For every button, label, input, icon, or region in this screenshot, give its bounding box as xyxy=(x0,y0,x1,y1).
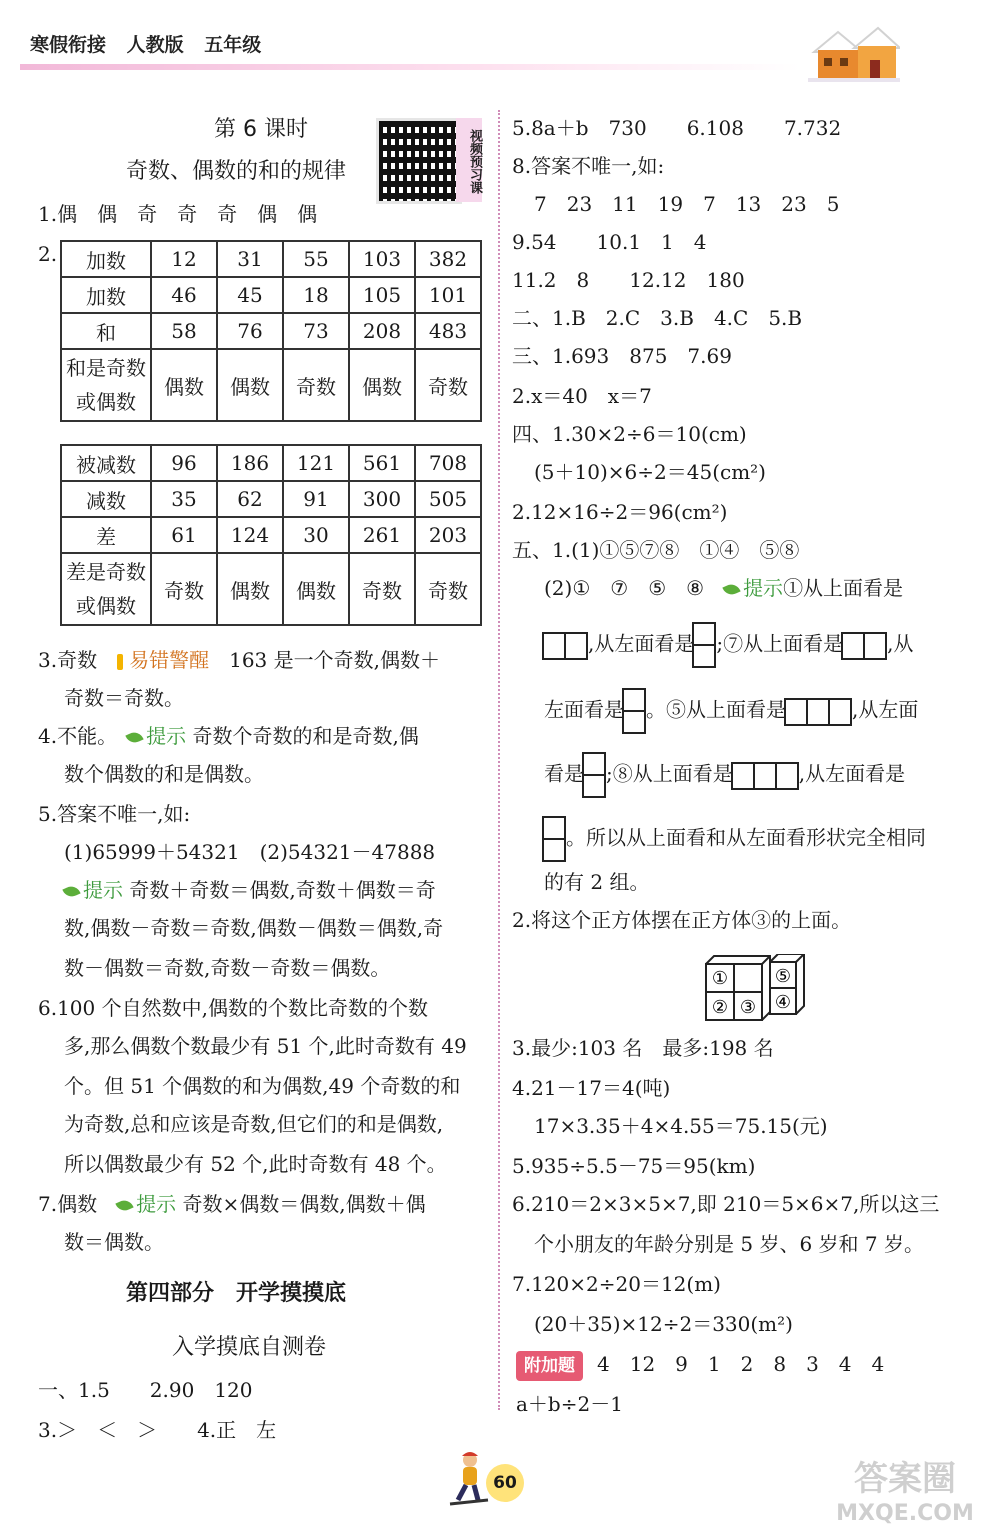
r-line-14 xyxy=(544,622,913,668)
warning-icon xyxy=(117,654,123,670)
row-label: 和 xyxy=(61,313,151,349)
cube-label: ① xyxy=(711,968,729,989)
answer-7 xyxy=(38,1190,426,1218)
r-line-13 xyxy=(544,574,903,602)
table-cell: 偶数 xyxy=(151,349,217,421)
answer-text: 奇数个奇数的和是奇数,偶 xyxy=(192,724,419,748)
answer-text: ①从上面看是 xyxy=(783,576,904,600)
answer-3 xyxy=(38,646,440,674)
table-cell: 奇数 xyxy=(415,553,481,625)
table-cell: 101 xyxy=(415,277,481,313)
r-line-5: 11.2 8 12.12 180 xyxy=(512,268,745,292)
lesson-title: 奇数、偶数的和的规律 xyxy=(126,159,347,184)
r-line-25: 个小朋友的年龄分别是 5 岁、6 岁和 7 岁。 xyxy=(534,1232,924,1256)
table-cell: 61 xyxy=(151,517,217,553)
table-cell: 76 xyxy=(217,313,283,349)
table-cell: 12 xyxy=(151,241,217,277)
table-cell: 偶数 xyxy=(217,349,283,421)
test-title: 入学摸底自测卷 xyxy=(172,1335,327,1360)
answer-text: 7.偶数 xyxy=(38,1192,98,1216)
r-line-3: 7 23 11 19 7 13 23 5 xyxy=(534,192,840,216)
answer-2-number: 2. xyxy=(38,242,58,266)
table-row xyxy=(61,241,481,277)
svg-text:MXQE.COM: MXQE.COM xyxy=(836,1501,974,1526)
row-label: 差 xyxy=(61,517,151,553)
table-cell: 203 xyxy=(415,517,481,553)
answer-text: ,从 xyxy=(887,631,914,656)
r-line-20: 3.最少:103 名 最多:198 名 xyxy=(512,1036,774,1060)
figure-row-3 xyxy=(733,760,799,790)
figure-col-2 xyxy=(544,816,566,862)
hint-tag: 提示 xyxy=(83,878,123,902)
cube-arrangement-figure xyxy=(704,954,828,1024)
section-1-answers-cont: 3.＞ ＜ ＞ 4.正 左 xyxy=(38,1418,277,1442)
hint-tag: 提示 xyxy=(146,724,187,748)
table-row xyxy=(61,553,481,625)
answer-5-hint-cont: 数－偶数＝奇数,奇数－奇数＝偶数。 xyxy=(64,956,391,980)
table-row xyxy=(61,517,481,553)
table-cell: 奇数 xyxy=(415,349,481,421)
house-illustration xyxy=(808,26,900,82)
table-cell: 奇数 xyxy=(349,553,415,625)
figure-row-2 xyxy=(544,630,588,660)
warning-tag: 易错警醒 xyxy=(129,648,210,672)
table-cell: 261 xyxy=(349,517,415,553)
table-cell: 73 xyxy=(283,313,349,349)
r-line-24: 6.210＝2×3×5×7,即 210＝5×6×7,所以这三 xyxy=(512,1192,940,1216)
answer-5-hint-cont: 数,偶数－奇数＝奇数,偶数－偶数＝偶数,奇 xyxy=(64,916,444,940)
cube-label: ② xyxy=(711,997,729,1018)
table-cell: 30 xyxy=(283,517,349,553)
answer-text: 4.不能。 xyxy=(38,724,108,748)
figure-row-3 xyxy=(786,696,852,726)
table-cell: 62 xyxy=(217,481,283,517)
table-cell: 103 xyxy=(349,241,415,277)
leaf-icon xyxy=(125,729,143,745)
r-line-19: 2.将这个正方体摆在正方体③的上面。 xyxy=(512,908,852,932)
table-cell: 186 xyxy=(217,445,283,481)
answer-text: 奇数＋奇数＝偶数,奇数＋偶数＝奇 xyxy=(129,878,436,902)
table-cell: 505 xyxy=(415,481,481,517)
section-1-answers: 一、1.5 2.90 120 xyxy=(38,1378,253,1402)
answer-1: 1.偶 偶 奇 奇 奇 偶 偶 xyxy=(38,202,318,226)
cube-label: ⑤ xyxy=(774,966,792,987)
column-divider xyxy=(498,110,500,1410)
header-band xyxy=(20,64,800,70)
r-line-22: 17×3.35＋4×4.55＝75.15(元) xyxy=(534,1114,828,1138)
answer-text: 奇数×偶数＝偶数,偶数＋偶 xyxy=(182,1192,426,1216)
figure-col-2 xyxy=(624,688,646,734)
table-cell: 35 xyxy=(151,481,217,517)
leaf-icon xyxy=(722,581,740,597)
table-cell: 45 xyxy=(217,277,283,313)
table-cell: 483 xyxy=(415,313,481,349)
answer-text: 。⑤从上面看是 xyxy=(646,697,786,722)
r-line-29: a＋b÷2－1 xyxy=(516,1392,623,1416)
answer-text: 4 12 9 1 2 8 3 4 4 xyxy=(597,1352,885,1376)
table-cell: 91 xyxy=(283,481,349,517)
answer-text: 163 是一个奇数,偶数＋ xyxy=(229,648,440,672)
row-label-line: 和是奇数 xyxy=(66,356,146,380)
r-line-26: 7.120×2÷20＝12(m) xyxy=(512,1272,721,1296)
table-cell: 208 xyxy=(349,313,415,349)
r-line-28 xyxy=(516,1350,884,1381)
answer-6-cont: 个。但 51 个偶数的和为偶数,49 个奇数的和 xyxy=(64,1074,461,1098)
r-line-27: (20＋35)×12÷2＝330(m²) xyxy=(534,1312,793,1336)
table-cell: 奇数 xyxy=(151,553,217,625)
r-line-23: 5.935÷5.5－75＝95(km) xyxy=(512,1154,756,1178)
r-line-16 xyxy=(544,752,905,798)
r-line-17 xyxy=(544,816,926,862)
addition-table xyxy=(60,240,482,422)
answer-6-cont: 多,那么偶数个数最少有 51 个,此时奇数有 49 xyxy=(64,1034,467,1058)
answer-5: 5.答案不唯一,如: xyxy=(38,802,191,826)
figure-row-2 xyxy=(843,630,887,660)
table-cell: 偶数 xyxy=(217,553,283,625)
answer-text: ;⑦从上面看是 xyxy=(716,631,844,656)
qr-code[interactable] xyxy=(376,118,462,204)
subtraction-table xyxy=(60,444,482,626)
bonus-tag: 附加题 xyxy=(516,1351,583,1381)
answer-text: 3.奇数 xyxy=(38,648,98,672)
answer-4 xyxy=(38,722,419,750)
table-row xyxy=(61,481,481,517)
header-series: 寒假衔接 xyxy=(30,34,107,56)
answer-4-cont: 数个偶数的和是偶数。 xyxy=(64,762,264,786)
table-cell: 58 xyxy=(151,313,217,349)
table-cell: 31 xyxy=(217,241,283,277)
answer-text: (2)① ⑦ ⑤ ⑧ xyxy=(544,576,705,600)
table-cell: 偶数 xyxy=(349,349,415,421)
r-line-2: 8.答案不唯一,如: xyxy=(512,154,665,178)
answer-5-hint xyxy=(64,876,436,904)
answer-text: 左面看是 xyxy=(544,697,624,722)
r-line-4: 9.54 10.1 1 4 xyxy=(512,230,707,254)
table-cell: 121 xyxy=(283,445,349,481)
table-cell: 300 xyxy=(349,481,415,517)
answer-6: 6.100 个自然数中,偶数的个数比奇数的个数 xyxy=(38,996,428,1020)
r-line-18: 的有 2 组。 xyxy=(544,870,650,894)
lesson-number: 第 6 课时 xyxy=(214,117,308,142)
table-row xyxy=(61,313,481,349)
answer-text: ;⑧从上面看是 xyxy=(606,761,733,786)
r-line-1: 5.8a＋b 730 6.108 7.732 xyxy=(512,116,842,140)
row-label: 加数 xyxy=(61,277,151,313)
svg-text:答案圈: 答案圈 xyxy=(854,1459,956,1499)
answer-5-examples: (1)65999＋54321 (2)54321－47888 xyxy=(64,840,436,864)
page-header xyxy=(30,30,275,57)
leaf-icon xyxy=(62,883,80,899)
page-number: 60 xyxy=(486,1464,524,1502)
answer-6-cont: 所以偶数最少有 52 个,此时奇数有 48 个。 xyxy=(64,1152,447,1176)
answer-text: 。所以从上面看和从左面看形状完全相同 xyxy=(566,825,926,850)
row-label xyxy=(61,349,151,421)
qr-label: 视频预习课 xyxy=(456,118,482,202)
table-row xyxy=(61,277,481,313)
table-cell: 18 xyxy=(283,277,349,313)
row-label: 被减数 xyxy=(61,445,151,481)
answer-text: ,从左面 xyxy=(852,697,919,722)
r-line-10: (5＋10)×6÷2＝45(cm²) xyxy=(534,460,766,484)
row-label-line: 或偶数 xyxy=(76,594,136,618)
figure-col-2 xyxy=(694,622,716,668)
header-grade: 五年级 xyxy=(204,34,262,56)
hint-tag: 提示 xyxy=(136,1192,177,1216)
table-cell: 偶数 xyxy=(283,553,349,625)
leaf-icon xyxy=(115,1197,133,1213)
row-label: 减数 xyxy=(61,481,151,517)
row-label-line: 差是奇数 xyxy=(66,560,146,584)
answer-text: ,从左面看是 xyxy=(588,631,695,656)
answer-7-cont: 数＝偶数。 xyxy=(64,1230,164,1254)
table-row xyxy=(61,445,481,481)
hint-tag: 提示 xyxy=(743,576,784,600)
answer-6-cont: 为奇数,总和应该是奇数,但它们的和是偶数, xyxy=(64,1112,444,1136)
table-row xyxy=(61,349,481,421)
figure-col-2 xyxy=(584,752,606,798)
cube-label: ③ xyxy=(739,997,757,1018)
watermark-logo xyxy=(820,1448,990,1528)
row-label-line: 或偶数 xyxy=(76,390,136,414)
table-cell: 708 xyxy=(415,445,481,481)
row-label: 加数 xyxy=(61,241,151,277)
table-cell: 46 xyxy=(151,277,217,313)
r-line-11: 2.12×16÷2＝96(cm²) xyxy=(512,500,728,524)
cube-label: ④ xyxy=(774,992,792,1013)
table-cell: 105 xyxy=(349,277,415,313)
r-line-21: 4.21－17＝4(吨) xyxy=(512,1076,671,1100)
answer-text: 看是 xyxy=(544,761,584,786)
r-line-8: 2.x＝40 x＝7 xyxy=(512,384,652,408)
header-edition: 人教版 xyxy=(126,34,184,56)
part-heading: 第四部分 开学摸摸底 xyxy=(126,1281,347,1306)
table-cell: 96 xyxy=(151,445,217,481)
answer-text: ,从左面看是 xyxy=(798,761,906,786)
r-line-6: 二、1.B 2.C 3.B 4.C 5.B xyxy=(512,306,803,330)
row-label xyxy=(61,553,151,625)
table-cell: 561 xyxy=(349,445,415,481)
table-cell: 124 xyxy=(217,517,283,553)
r-line-9: 四、1.30×2÷6＝10(cm) xyxy=(512,422,747,446)
answer-3-cont: 奇数＝奇数。 xyxy=(64,686,184,710)
table-cell: 奇数 xyxy=(283,349,349,421)
r-line-15 xyxy=(544,688,918,734)
table-cell: 55 xyxy=(283,241,349,277)
r-line-7: 三、1.693 875 7.69 xyxy=(512,344,732,368)
table-cell: 382 xyxy=(415,241,481,277)
r-line-12: 五、1.(1)①⑤⑦⑧ ①④ ⑤⑧ xyxy=(512,538,800,562)
